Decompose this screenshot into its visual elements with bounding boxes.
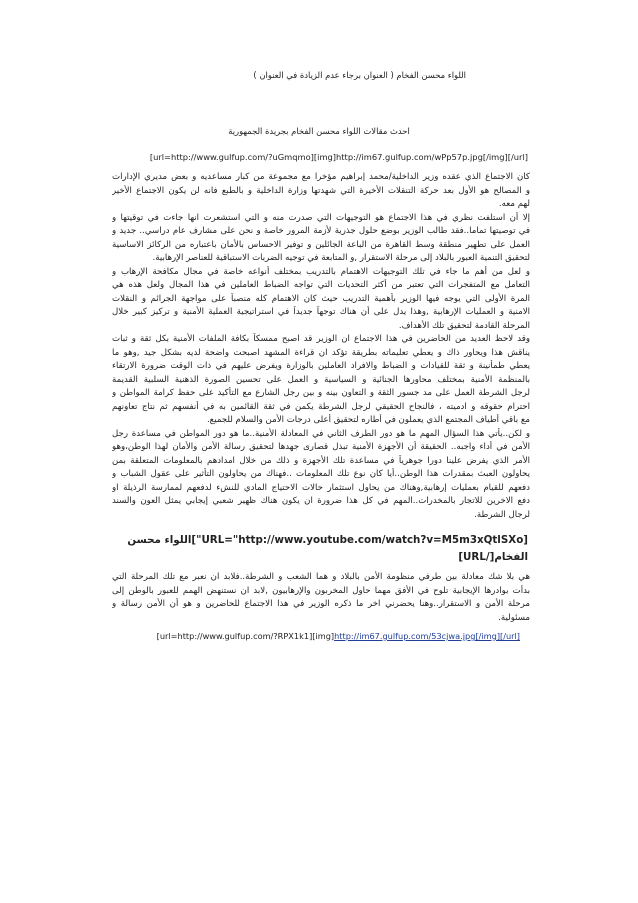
document-title-line: اللواء محسن الفخام ( العنوان برجاء عدم الزيادة في العنوان ) [253,70,466,80]
text-line: كان الاجتماع الذي عقده وزير الداخلية/محمد إبراهيم مؤخرا مع مجموعة من كبار مساعديه و بعض مديري الإدارات [112,172,530,182]
text-line: المرحلة القادمة لتحقيق تلك الأهداف. [398,320,530,331]
image-bbcode-top: [url=http://www.gulfup.com/?uGmqmo][img]http://im67.gulfup.com/wPp57p.jpg[/img][/url] [149,152,528,162]
text-line: بالمنظمة الأمنية بمختلف محاورها الجنائية و السياسية و العمل على تحسين الصورة الذهنية السلبية القديمة [112,374,530,385]
text-line: مرحلة الأمن و الاستقرار..وهنا يحضرني اخر ما ذكره الوزير في هذا الاجتماع للحاضرين و هو أن الأمن رسالة و [112,599,530,609]
video-link-line-1: [URL="http://www.youtube.com/watch?v=M5m3xQtlSXo"]اللواء محسن [127,534,528,546]
text-line: و لعل من أهم ما جاء في تلك التوجيهات الاهتمام بالتدريب بمختلف أنواعه خاصة في مجال مكافحة الإرهاب و [112,266,530,277]
paragraph [112,428,530,523]
paragraph [112,333,530,428]
text-line: يحاولون العبث بمقدرات هذا الوطن..أيا كان نوع تلك المعلومات ..فهناك من يحاولون التأثير على عقول الشباب و [112,469,530,479]
text-line: احترام حقوقه و ادميته ، فالنجاح الحقيقي لرجل الشرطة يكمن في ثقة القائمين به في أنفسهم ثم نتاج تعاونهم [112,401,530,412]
text-line: هي بلا شك معادلة بين طرفي منظومة الأمن بالبلاد و هما الشعب و الشرطة..فلابد ان نعبر مع تلك المرحلة التي [112,572,530,582]
text-line: لهم معه. [498,199,530,209]
article-subtitle: احدث مقالات اللواء محسن الفخام بجريدة الجمهورية [228,126,410,136]
text-line: إلا أن استلفت نظري في هذا الاجتماع هو التوجيهات التي صدرت منه و التي استشعرت انها جاءت في توقيتها و [112,212,530,223]
text-line: العمل على تطهير منطقة وسط القاهرة من الباعة الجائلين و توفير الاحساس بالأمان باعتباره من الركائز الاساسية [112,239,530,250]
text-line: الأمر الذي يفرض علينا دورا جوهرياً في مساعدة تلك الأجهزة و ذلك من خلال امدادهم بالمعلومات المتعلقة بمن [112,455,530,466]
text-line: مسئولية. [498,612,530,623]
paragraph [112,571,530,625]
video-link-block [118,532,528,566]
text-line: و لكن..يأتي هذا السؤال المهم ما هو دور الطرف الثاني في المعادلة الأمنية..ما هو دور المواطن في مساعدة رجل [112,428,530,439]
text-line: لتحقيق التنمية العبور بالبلاد إلى مرحلة الاستقرار ,و المتابعة في توجيه الضربات الاستباقية للعناصر الإرهابية. [152,253,530,263]
text-line: يعطي طمأنينة و ثقة للقيادات و الضباط والافراد العاملين بالوزارة ويفرض عليهم في ذات الوقت ضرورة الارتقاء [112,361,530,371]
text-line: لرجل الشرطة العمل على مد جسور الثقة و التعاون بينه و بين رجل الشارع مع التأكيد على حفظ كرامة المواطن و [112,388,530,398]
text-line: لرجال الشرطة. [474,509,530,520]
text-line: دفعهم للقيام بعمليات إرهابية,وهناك من يحاول استثمار حالات الاحتياج المادي للنشء لدفعهم لممارسة الرذيلة او [112,482,530,493]
article-body-part-2 [112,571,530,625]
image-bbcode-bottom [148,629,520,643]
text-line: التعامل مع المتفجرات التي تعتبر من أكثر التحديات التي تواجه الضباط العاملين في هذا المجال ولعل هذه هي [112,280,530,290]
text-line: و المصالح هو الأول بعد حركة التنقلات الأخيرة التي شهدتها وزارة الداخلية و بالطبع فانه لن يكون الاجتماع الأخير [112,185,530,196]
paragraph [112,212,530,266]
text-line: وقد لاحظ العديد من الحاضرين في هذا الاجتماع ان الوزير قد اصبح ممسكاً بكافة الملفات الأمنية بكل ثقة و ثبات [112,334,530,344]
text-line: مع باقي أطياف المجتمع الذي يعملون في أطاره لتحقيق أعلى درجات الأمن والسلام للجميع. [206,415,530,425]
video-link-line-2: الفخام[/URL] [458,551,528,563]
image-link[interactable]: http://im67.gulfup.com/53cjwa.jpg[/img][/url] [334,631,520,641]
image-bbcode-prefix: [url=http://www.gulfup.com/?RPX1k1][img] [156,631,335,641]
text-line: المرة الأولى التي يوجه فيها الوزير بأهمية التدريب حيث كان الاهتمام كله منصباً على مواجهة الجرائم و النقلات [112,293,530,304]
text-line: الأمن في أداء واجبه.. الحقيقة أن الأجهزة الأمنية تبذل قصارى جهدها لتحقيق رسالة الأمن والأمان لهذا الوطن،وهو [112,442,530,452]
text-line: يناقش هذا ويحاور ذاك و يعطي تعليماته بطريقة تؤكد ان قراءة المشهد اصبحت واضحة لديه بشكل جيد ,وهو ما [112,347,530,358]
text-line: الامنية و العمليات الإرهابية ,وهذا يدل على أن هناك توجهاً جديداً في استراتيجية العملية الأمنية و تركيز كبير خلال [112,307,530,317]
text-line: دفع الاخرين للاتجار بالمخدرات..المهم في كل هذا ضرورة ان يكون هناك ظهير شعبي إيجابي يمثل العون والسند [112,496,530,506]
paragraph [112,266,530,334]
article-body-part-1 [112,171,530,522]
text-line: في توصيتها تماما..فقد طالب الوزير بوضع حلول جذرية لأزمة المرور خاصة و نحن على مشارف عام دراسي.. جديد و [112,226,530,236]
paragraph [112,171,530,212]
text-line: بدأت بوادرها الإيجابية تلوح في الأفق مهما حاول المخربون والإرهابيون ,لابد ان نستنهض الهمم للعبور بالوطن إلى [112,585,530,596]
